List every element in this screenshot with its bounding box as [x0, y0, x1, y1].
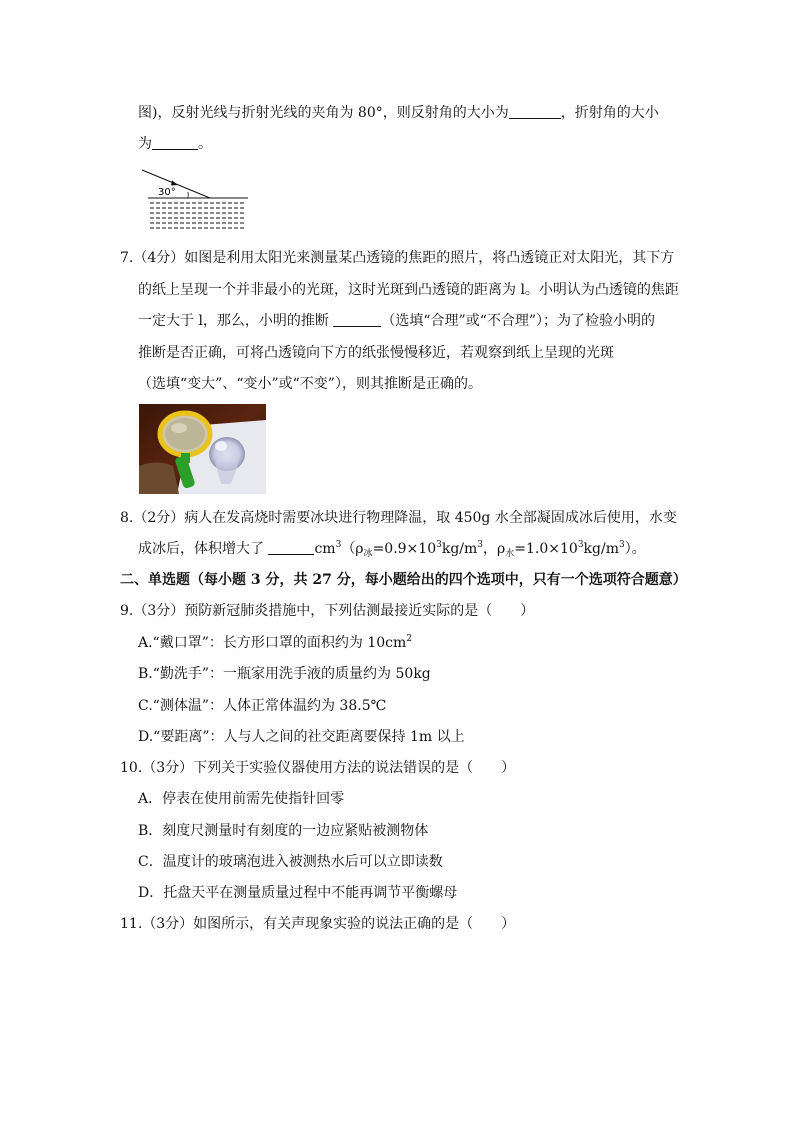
q10-option-b[interactable]: B．刻度尺测量时有刻度的一边应紧贴被测物体	[138, 823, 429, 839]
hand	[139, 463, 179, 495]
q7-line-2: 的纸上呈现一个并非最小的光斑，这时光斑到凸透镜的距离为 l。小明认为凸透镜的焦距	[138, 282, 679, 298]
angle-label: 30°	[158, 187, 176, 198]
exponent: 2	[406, 634, 412, 644]
q9-option-d[interactable]: D.“要距离”：人与人之间的社交距离要保持 1m 以上	[138, 729, 465, 745]
q9-option-c[interactable]: C.“测体温”：人体正常体温约为 38.5℃	[138, 698, 387, 714]
q10-stem: 10.（3分）下列关于实验仪器使用方法的说法错误的是（ ）	[120, 760, 516, 776]
q6-text: ，折射角的大小	[560, 105, 659, 121]
arrow-head	[171, 181, 178, 186]
q9-stem: 9.（3分）预防新冠肺炎措施中，下列估测最接近实际的是（ ）	[120, 603, 535, 619]
q10-option-d[interactable]: D．托盘天平在测量质量过程中不能再调节平衡螺母	[138, 885, 458, 901]
lens-photo	[139, 404, 266, 494]
q10-option-a[interactable]: A．停表在使用前需先使指针回零	[138, 791, 345, 807]
q8-text: ，ρ	[483, 541, 506, 557]
q8-text: =1.0×10	[514, 541, 578, 557]
q8-text: 成冰后，体积增大了	[138, 541, 264, 557]
q6-line-1	[138, 103, 659, 123]
q7-line-3	[138, 311, 655, 331]
q8-text: （ρ	[341, 541, 364, 557]
q7-line-4: 推断是否正确，可将凸透镜向下方的纸张慢慢移近，若观察到纸上呈现的光斑	[138, 345, 614, 361]
exponent: 3	[477, 540, 484, 550]
q7-text: （选填“合理”或“不合理”）；为了检验小明的	[381, 313, 656, 329]
q8-text: kg/m	[583, 541, 619, 557]
answer-blank[interactable]	[152, 135, 198, 150]
exponent: 3	[577, 540, 584, 550]
exponent: 3	[335, 540, 342, 550]
q11-stem: 11.（3分）如图所示，有关声现象实验的说法正确的是（ ）	[120, 916, 516, 932]
q8-line-1: 8.（2分）病人在发高烧时需要冰块进行物理降温，取 450g 水全部凝固成冰后使用，水变	[120, 510, 677, 526]
q6-text: 图)，反射光线与折射光线的夹角为 80°，则反射角的大小为	[138, 105, 509, 121]
subscript: 水	[505, 549, 515, 559]
answer-blank[interactable]	[333, 312, 381, 327]
subscript: 冰	[363, 549, 373, 559]
answer-blank[interactable]	[509, 104, 561, 119]
q7-line-5: （选填“变大”、“变小”或“不变”），则其推断是正确的。	[138, 376, 482, 392]
exponent: 3	[436, 540, 442, 550]
q8-text: =0.9×10	[372, 541, 437, 557]
option-text: A.“戴口罩”：长方形口罩的面积约为 10cm	[138, 635, 407, 651]
section-heading: 二、单选题（每小题 3 分，共 27 分，每小题给出的四个选项中，只有一个选项符合题意）	[120, 572, 687, 588]
unit: cm	[314, 541, 336, 557]
q10-option-c[interactable]: C．温度计的玻璃泡进入被测热水后可以立即读数	[138, 854, 443, 870]
q8-text: kg/m	[441, 541, 478, 557]
q6-text: 为	[138, 136, 152, 152]
q8-text: ）。	[624, 541, 646, 557]
exponent: 3	[618, 540, 625, 550]
q9-option-b[interactable]: B.“勤洗手”：一瓶家用洗手液的质量约为 50kg	[138, 666, 431, 682]
q7-line-1: 7.（4分）如图是利用太阳光来测量某凸透镜的焦距的照片，将凸透镜正对太阳光，其下方	[120, 250, 675, 266]
answer-blank[interactable]	[268, 540, 314, 555]
q6-line-2	[138, 134, 212, 154]
q7-text: 一定大于 l，那么，小明的推断	[138, 313, 329, 329]
water-lines	[150, 203, 246, 228]
q9-option-a[interactable]	[138, 633, 412, 653]
reflection-figure	[138, 165, 253, 235]
q6-text: 。	[198, 136, 212, 152]
q8-line-2	[138, 539, 646, 559]
